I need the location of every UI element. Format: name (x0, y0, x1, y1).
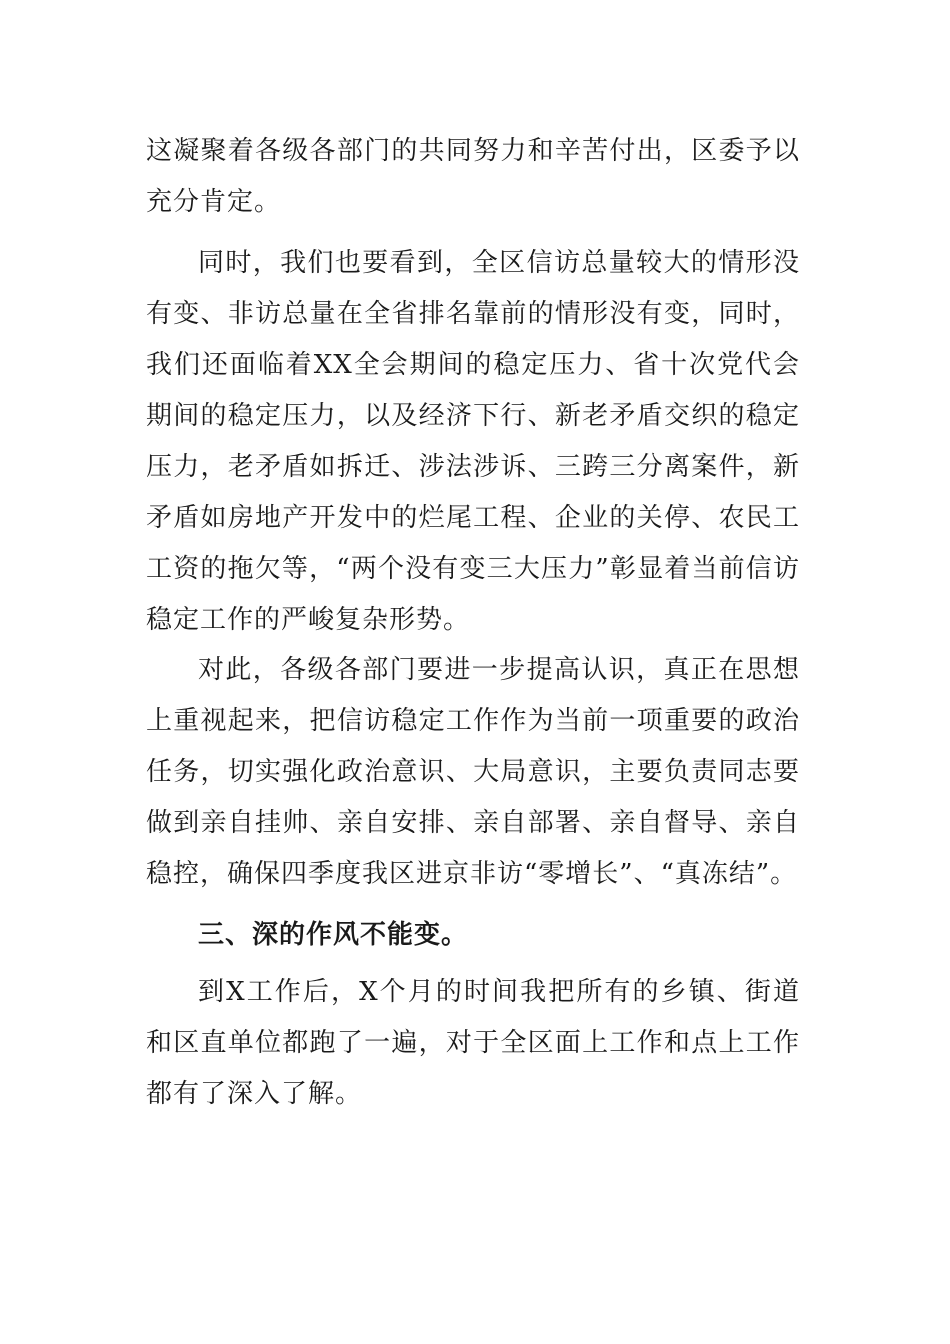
paragraph-requirements: 对此，各级各部门要进一步提高认识，真正在思想上重视起来，把信访稳定工作作为当前一项重要的政治任务，切实强化政治意识、大局意识，主要负责同志要做到亲自挂帅、亲自安排、亲自部署、亲自督导、亲自稳控，确保四季度我区进京非访“零增长”、“真冻结”。 (146, 655, 800, 889)
paragraph-continuation: 这凝聚着各级各部门的共同努力和辛苦付出，区委予以充分肯定。 (146, 136, 800, 217)
paragraph-petition-situation: 同时，我们也要看到，全区信访总量较大的情形没有变、非访总量在全省排名靠前的情形没有变，同时，我们还面临着XX全会期间的稳定压力、省十次党代会期间的稳定压力，以及经济下行、新老矛盾交织的稳定压力，老矛盾如拆迁、涉法涉诉、三跨三分离案件，新矛盾如房地产开发中的烂尾工程、企业的关停、农民工工资的拖欠等，“两个没有变三大压力”彰显着当前信访稳定工作的严峻复杂形势。 (146, 248, 800, 635)
paragraph-field-visits: 到X工作后，X个月的时间我把所有的乡镇、街道和区直单位都跑了一遍，对于全区面上工作和点上工作都有了深入了解。 (146, 977, 800, 1109)
section-heading-three: 三、深的作风不能变。 (198, 920, 469, 950)
